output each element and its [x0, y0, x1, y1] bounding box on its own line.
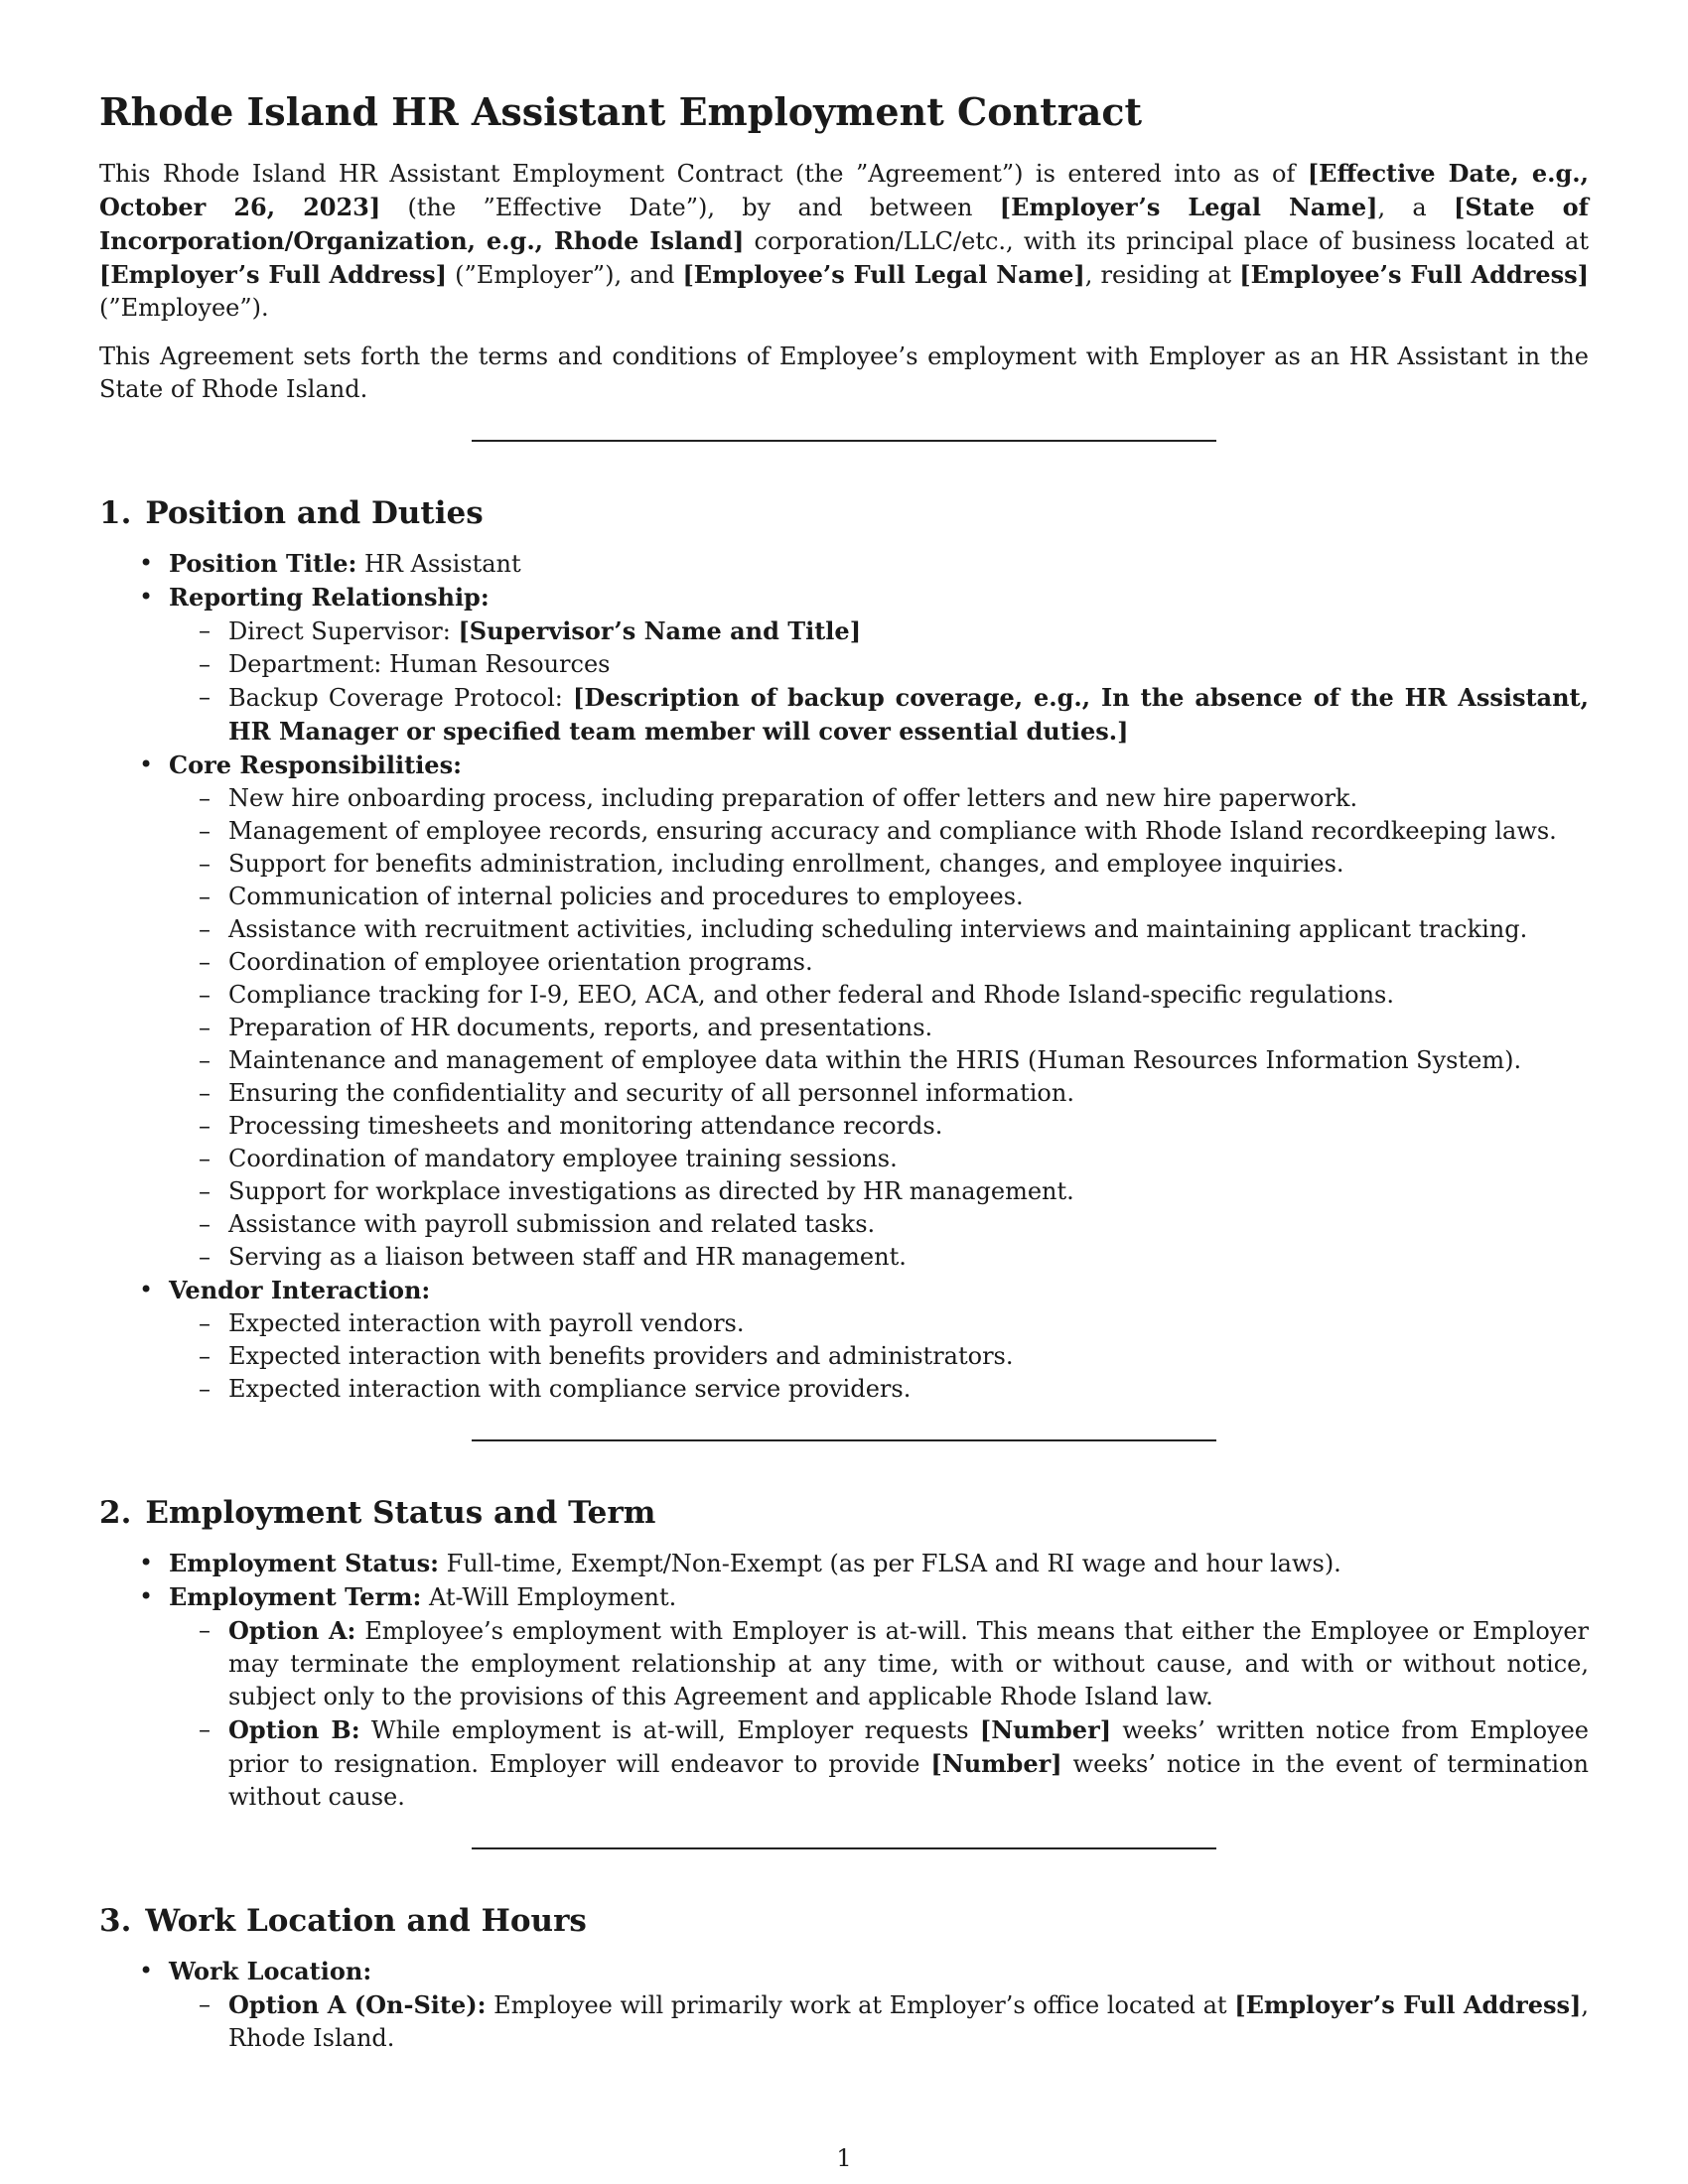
section-divider — [472, 440, 1216, 442]
number-placeholder: [Number] — [930, 1749, 1062, 1778]
sub-list-item: – Communication of internal policies and procedures to employees. — [228, 881, 1589, 913]
option-text: , Rhode Island. — [228, 1991, 1590, 2052]
item-value: At-Will Employment. — [421, 1583, 677, 1611]
employee-name-placeholder: [Employee’s Full Legal Name] — [682, 260, 1085, 289]
sub-list-item: – Ensuring the confidentiality and security of all personnel information. — [228, 1077, 1589, 1110]
sub-list-item: – Preparation of HR documents, reports, and presentations. — [228, 1012, 1589, 1044]
employer-address-placeholder: [Employer’s Full Address] — [1234, 1990, 1582, 2019]
page-number: 1 — [836, 2144, 852, 2172]
section-divider — [472, 1847, 1216, 1849]
intro-text: , a — [1377, 194, 1454, 221]
document-page — [99, 89, 1589, 2055]
supervisor-placeholder: [Supervisor’s Name and Title] — [458, 616, 862, 645]
option-text: Employee’s employment with Employer is at-will. This means that either the Employee or Employer may terminate the employment relationship at any time, with or without cause, and with or without notice, subject only to the provisions of this Agreement and applicable Rhode Island law. — [228, 1617, 1589, 1710]
section-3-list — [99, 1955, 1589, 2055]
option-text: weeks’ notice in the event of termination without cause. — [228, 1750, 1590, 1811]
list-item — [169, 547, 1589, 581]
intro-text: (the ”Effective Date”), by and between — [380, 194, 1000, 221]
option-label: Option A: — [228, 1616, 356, 1645]
intro-paragraph — [99, 157, 1589, 325]
section-title: Position and Duties — [145, 495, 484, 531]
item-value: Full-time, Exempt/Non-Exempt (as per FLSA and RI wage and hour laws). — [438, 1550, 1341, 1577]
option-text: weeks’ written notice from Employee prior to resignation. Employer will endeavor to provide — [228, 1716, 1589, 1778]
sub-list-item: – Compliance tracking for I-9, EEO, ACA, and other federal and Rhode Island-specific regulations. — [228, 979, 1589, 1012]
list-item — [169, 1955, 1589, 2055]
sub-list — [169, 1614, 1589, 1814]
effective-date-placeholder: [Effective Date, e.g., October 26, 2023] — [99, 159, 1589, 221]
vendor-list — [169, 1307, 1589, 1406]
section-title: Work Location and Hours — [145, 1903, 587, 1939]
employee-address-placeholder: [Employee’s Full Address] — [1239, 260, 1590, 289]
sub-list-item: – Processing timesheets and monitoring attendance records. — [228, 1110, 1589, 1143]
list-item — [169, 581, 1589, 749]
sub-list-item: – Serving as a liaison between staff and HR management. — [228, 1241, 1589, 1274]
sub-list-item: – Support for workplace investigations as directed by HR management. — [228, 1175, 1589, 1208]
section-number: 1. — [99, 495, 132, 531]
intro-text: This Rhode Island HR Assistant Employment Contract (the ”Agreement”) is entered into as of — [99, 160, 1308, 188]
sub-list-item: – Coordination of employee orientation programs. — [228, 946, 1589, 979]
employer-name-placeholder: [Employer’s Legal Name] — [999, 193, 1378, 221]
document-title: Rhode Island HR Assistant Employment Contract — [99, 89, 1143, 134]
intro-text: , residing at — [1084, 261, 1240, 289]
employer-address-placeholder: [Employer’s Full Address] — [99, 260, 448, 289]
option-text: While employment is at-will, Employer requests — [359, 1716, 980, 1744]
list-item — [169, 1274, 1589, 1406]
sub-list-item: – Coordination of mandatory employee training sessions. — [228, 1143, 1589, 1175]
intro-text: (”Employer”), and — [447, 261, 683, 289]
sub-list-item: – Assistance with recruitment activities, including scheduling interviews and maintaining applicant tracking. — [228, 913, 1589, 946]
item-label: Employment Term: — [169, 1582, 422, 1611]
section-number: 3. — [99, 1903, 132, 1939]
sub-list-item — [228, 681, 1589, 749]
sub-list-item: – Management of employee records, ensuring accuracy and compliance with Rhode Island recordkeeping laws. — [228, 815, 1589, 848]
sub-list — [169, 614, 1589, 749]
item-label: Work Location: — [169, 1957, 372, 1985]
sub-list-item: – Department: Human Resources — [228, 648, 1589, 681]
item-label: Employment Status: — [169, 1549, 439, 1577]
sub-list-item — [228, 614, 1589, 648]
section-1-list — [99, 547, 1589, 1406]
state-placeholder: [State of Incorporation/Organization, e.g., Rhode Island] — [99, 193, 1590, 255]
section-title: Employment Status and Term — [145, 1495, 656, 1531]
intro-text: corporation/LLC/etc., with its principal place of business located at — [744, 227, 1589, 255]
section-heading-1 — [99, 493, 1589, 533]
sub-list-item: – Support for benefits administration, including enrollment, changes, and employee inquiries. — [228, 848, 1589, 881]
option-label: Option A (On-Site): — [228, 1990, 487, 2019]
item-label: Core Responsibilities: — [169, 751, 462, 779]
intro-text: (”Employee”). — [99, 294, 269, 322]
sub-list-item: – Expected interaction with compliance service providers. — [228, 1373, 1589, 1406]
core-responsibilities-list — [169, 782, 1589, 1274]
section-heading-2 — [99, 1493, 1589, 1533]
item-label: Reporting Relationship: — [169, 583, 490, 612]
backup-placeholder: [Description of backup coverage, e.g., In the absence of the HR Assistant, HR Manager or specified team member will cover essential duties.] — [228, 683, 1589, 746]
item-text: Direct Supervisor: — [228, 617, 459, 645]
sub-list-item: – Expected interaction with payroll vendors. — [228, 1307, 1589, 1340]
sub-list-item — [228, 1713, 1589, 1814]
item-text: Backup Coverage Protocol: — [228, 684, 574, 712]
number-placeholder: [Number] — [979, 1715, 1112, 1744]
section-divider — [472, 1439, 1216, 1441]
item-label: Vendor Interaction: — [169, 1276, 431, 1304]
item-label: Position Title: — [169, 549, 357, 578]
sub-list — [169, 1988, 1589, 2055]
sub-list-item: – Assistance with payroll submission and related tasks. — [228, 1208, 1589, 1241]
sub-list-item: – New hire onboarding process, including preparation of offer letters and new hire paperwork. — [228, 782, 1589, 815]
sub-list-item: – Maintenance and management of employee data within the HRIS (Human Resources Information System). — [228, 1044, 1589, 1077]
sub-list-item: – Expected interaction with benefits providers and administrators. — [228, 1340, 1589, 1373]
option-text: Employee will primarily work at Employer’s office located at — [486, 1991, 1235, 2019]
list-item — [169, 1580, 1589, 1814]
option-label: Option B: — [228, 1715, 360, 1744]
item-value: HR Assistant — [356, 550, 521, 578]
intro-paragraph-2: This Agreement sets forth the terms and conditions of Employee’s employment with Employer as an HR Assistant in the State of Rhode Island. — [99, 342, 1589, 403]
section-number: 2. — [99, 1495, 132, 1531]
section-heading-3 — [99, 1901, 1589, 1941]
list-item — [169, 1547, 1589, 1580]
list-item — [169, 749, 1589, 1274]
section-2-list — [99, 1547, 1589, 1814]
sub-list-item — [228, 1988, 1589, 2055]
sub-list-item — [228, 1614, 1589, 1713]
